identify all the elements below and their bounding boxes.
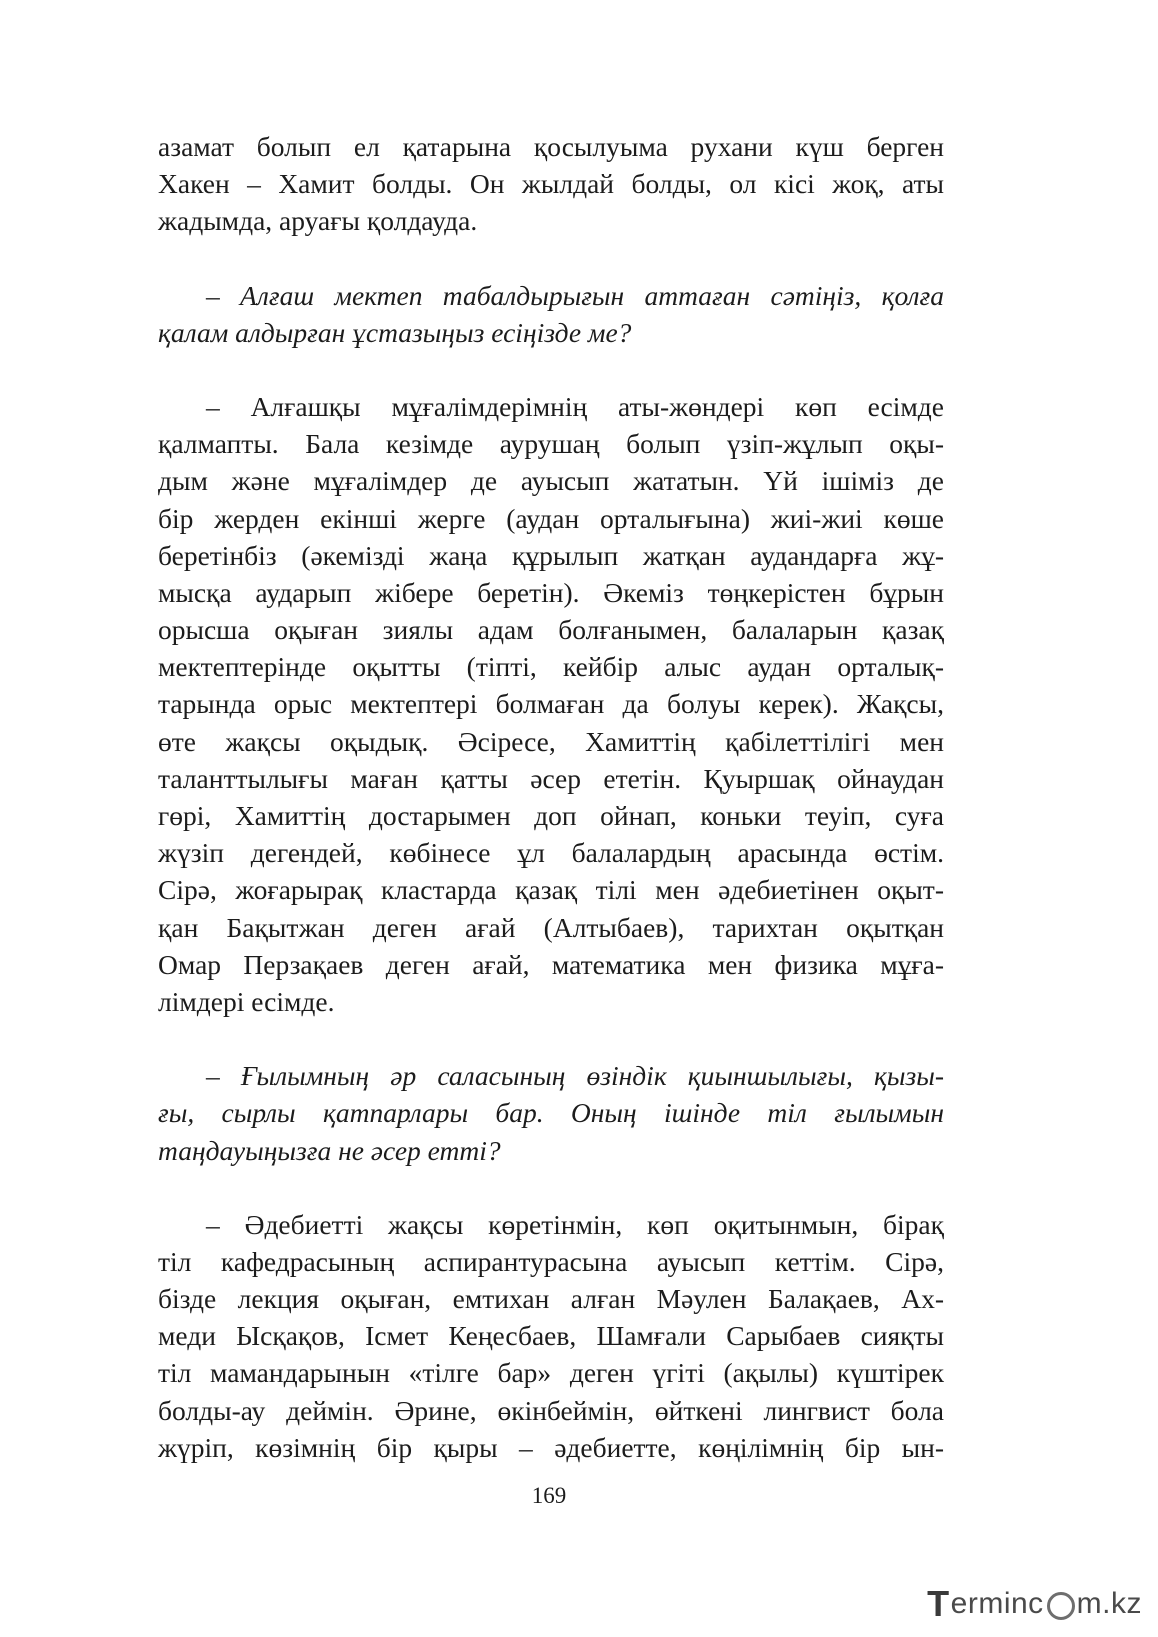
question-line: таңдауыңызға не әсер етті?: [158, 1134, 501, 1166]
text-line: бір жерден екінші жерге (аудан орталығына) жиі-жиі көше: [158, 502, 944, 534]
text-line: жүзіп дегендей, көбінесе ұл балалардың арасында өстім.: [158, 837, 944, 869]
text-line: тіл кафедрасының аспирантурасына ауысып кеттім. Сірә,: [158, 1245, 944, 1277]
interview-answer: [158, 1206, 944, 1466]
interview-question: [158, 1057, 944, 1169]
watermark-middle-text: ermіnc: [950, 1587, 1044, 1620]
magnifier-icon: [1047, 1592, 1075, 1620]
text-line: – Әдебиетті жақсы көретінмін, көп оқитынмын, бірақ: [206, 1208, 944, 1240]
text-line: Сірә, жоғарырақ кластарда қазақ тілі мен әдебиетінен оқыт-: [158, 874, 944, 906]
question-line: – Ғылымның әр саласының өзіндік қиыншылығы, қызы-: [206, 1060, 944, 1092]
text-line: мысқа аударып жібере беретін). Әкеміз төңкерістен бұрын: [158, 576, 944, 608]
page-body: [158, 128, 944, 1466]
text-line: бізде лекция оқыған, емтихан алған Мәулен Балақаев, Ах-: [158, 1283, 944, 1315]
text-line: Хакен – Хамит болды. Он жылдай болды, ол кісі жоқ, аты: [158, 168, 944, 200]
text-line: қалмапты. Бала кезімде аурушаң болып үзіп-жұлып оқы-: [158, 428, 944, 460]
text-line: жүріп, көзімнің бір қыры – әдебиетте, көңілімнің бір ын-: [158, 1431, 944, 1463]
text-line: тарында орыс мектептері болмаған да болуы керек). Жақсы,: [158, 688, 944, 720]
text-line: – Алғашқы мұғалімдерімнің аты-жөндері көп есімде: [206, 390, 944, 422]
watermark-first-letter: T: [927, 1583, 950, 1624]
text-line: меди Ысқақов, Ісмет Кеңесбаев, Шамғали Сарыбаев сияқты: [158, 1320, 944, 1352]
watermark-domain-text: m.kz: [1076, 1587, 1142, 1620]
paragraph-gap: [158, 351, 944, 388]
text-line: таланттылығы маған қатты әсер ететін. Қуыршақ ойнаудан: [158, 762, 944, 794]
text-line: өте жақсы оқыдық. Әсіресе, Хамиттің қабілеттілігі мен: [158, 725, 944, 757]
text-line: тіл мамандарынын «тілге бар» деген үгіті (ақылы) күштірек: [158, 1357, 944, 1389]
paragraph-gap: [158, 1020, 944, 1057]
question-line: – Алғаш мектеп табалдырығын аттаған сәтіңіз, қолға: [206, 279, 944, 311]
text-line: лімдері есімде.: [158, 985, 335, 1017]
paragraph-gap: [158, 240, 944, 277]
text-line: қан Бақытжан деген ағай (Алтыбаев), тарихтан оқытқан: [158, 911, 944, 943]
interview-answer: [158, 388, 944, 1020]
text-line: дым және мұғалімдер де ауысып жататын. Үй ішіміз де: [158, 465, 944, 497]
text-line: мектептерінде оқытты (тіпті, кейбір алыс аудан орталық-: [158, 651, 944, 683]
text-line: азамат болып ел қатарына қосылуыма рухани күш берген: [158, 131, 944, 162]
site-watermark: [927, 1583, 1142, 1625]
interview-question: [158, 277, 944, 351]
page-number: 169: [531, 1483, 567, 1508]
text-line: орысша оқыған зиялы адам болғанымен, балаларын қазақ: [158, 614, 944, 646]
question-line: ғы, сырлы қатпарлары бар. Оның ішінде тіл ғылымын: [158, 1097, 944, 1129]
paragraph-gap: [158, 1169, 944, 1206]
text-line: гөрі, Хамиттің достарымен доп ойнап, коньки теуіп, суға: [158, 800, 944, 831]
text-line: жадымда, аруағы қолдауда.: [158, 205, 478, 237]
text-line: Омар Перзақаев деген ағай, математика мен физика мұға-: [158, 948, 944, 980]
text-line: болды-ау деймін. Әрине, өкінбеймін, өйткені лингвист бола: [158, 1394, 944, 1426]
question-line: қалам алдырған ұстазыңыз есіңізде ме?: [158, 316, 632, 348]
paragraph-answer-continuation: [158, 128, 944, 240]
text-line: беретінбіз (әкемізді жаңа құрылып жатқан аудандарға жұ-: [158, 539, 944, 571]
